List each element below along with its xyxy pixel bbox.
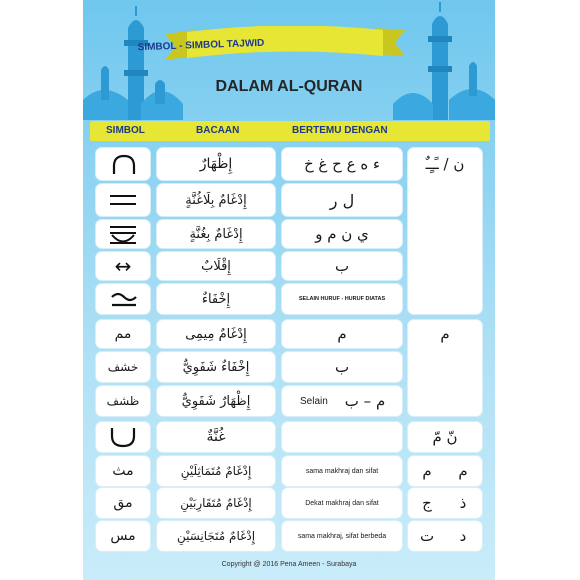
bertemu-text: ء ه ع ح غ خ (303, 155, 381, 173)
ghunnah-letters-text: نّ مّ (432, 428, 458, 446)
bacaan-text: إِدْغَامٌ مُتَجَانِسَيْنِ (176, 529, 256, 543)
bacaan-text: إِدْغَامٌ بِلَاغُنَّةٍ (185, 192, 247, 208)
banner-title: SIMBOL - SIMBOL TAJWID (137, 37, 265, 54)
bacaan-text: إِخْفَاءٌ (201, 291, 231, 307)
ikhfa-syafawi-symbol-icon: خشف (107, 360, 139, 374)
pair-letter-b: م (422, 462, 432, 480)
bertemu-text: SELAIN HURUF - HURUF DIATAS (298, 296, 386, 302)
bacaan-text: غُنَّةٌ (206, 429, 226, 445)
pair-letter-b: ت (419, 527, 435, 545)
izhar-syafawi-symbol-icon: ظشف (106, 394, 140, 408)
bertemu-text: ل ر (329, 190, 355, 210)
bacaan-text: إِخْفَاءٌ شَفَوِيٌّ (182, 359, 250, 375)
page-subtitle: DALAM AL-QURAN (215, 78, 363, 95)
bertemu-label: Selain (300, 395, 328, 407)
bertemu-text: ب (334, 257, 350, 275)
idgham-mimi-symbol-icon: مم (114, 326, 132, 342)
izhar-symbol-icon (111, 154, 137, 176)
mutamatsilain-symbol-icon: مث (112, 463, 134, 479)
mutajanisain-symbol-icon: مس (110, 528, 136, 544)
bacaan-text: إِدْغَامٌ مُتَمَاثِلَيْنِ (180, 464, 252, 478)
pair-letter-a: م (458, 462, 468, 480)
bacaan-text: إِدْغَامٌ بِغُنَّةٍ (189, 226, 243, 242)
pair-letter-b: ج (422, 494, 432, 512)
ikhfa-symbol-icon (110, 289, 138, 309)
column-header-bertemu: BERTEMU DENGAN (292, 125, 388, 136)
bertemu-text: م – ب (344, 392, 386, 410)
column-header-bar (90, 121, 490, 141)
bacaan-text: إِقْلَابٌ (201, 258, 231, 274)
ghunnah-symbol-icon (109, 426, 137, 448)
bacaan-text: إِظْهَارٌ (199, 156, 233, 172)
mim-sukun-text: م (440, 325, 450, 343)
nun-tanwin-text: ن / ـًـٍـٌ (425, 155, 465, 173)
iqlab-symbol-icon: ↔ (114, 254, 132, 278)
column-header-bacaan: BACAAN (196, 125, 240, 136)
idgham-bighunnah-symbol-icon (108, 222, 138, 246)
pair-letter-a: د (459, 527, 467, 545)
bertemu-text: sama makhraj, sifat berbeda (297, 532, 387, 540)
mutaqaribain-symbol-icon: مق (113, 495, 133, 511)
bertemu-text: ي ن م و (315, 225, 369, 243)
column-header-simbol: SIMBOL (106, 125, 145, 136)
bacaan-text: إِدْغَامٌ مُتَقَارِبَيْنِ (180, 496, 252, 510)
bertemu-text: sama makhraj dan sifat (305, 467, 379, 475)
bertemu-text: م (337, 325, 347, 343)
bacaan-text: إِدْغَامٌ مِيمِى (185, 326, 247, 342)
bertemu-text: Dekat makhraj dan sifat (305, 499, 379, 507)
bertemu-cell (282, 422, 402, 452)
idgham-bilaghunnah-symbol-icon (108, 190, 138, 210)
bertemu-text: ب (334, 358, 350, 376)
copyright-footer: Copyright @ 2016 Pena Ameen - Surabaya (221, 561, 357, 568)
pair-letter-a: ذ (459, 494, 467, 512)
bacaan-text: إِظْهَارٌ شَفَوِيٌّ (181, 393, 251, 409)
